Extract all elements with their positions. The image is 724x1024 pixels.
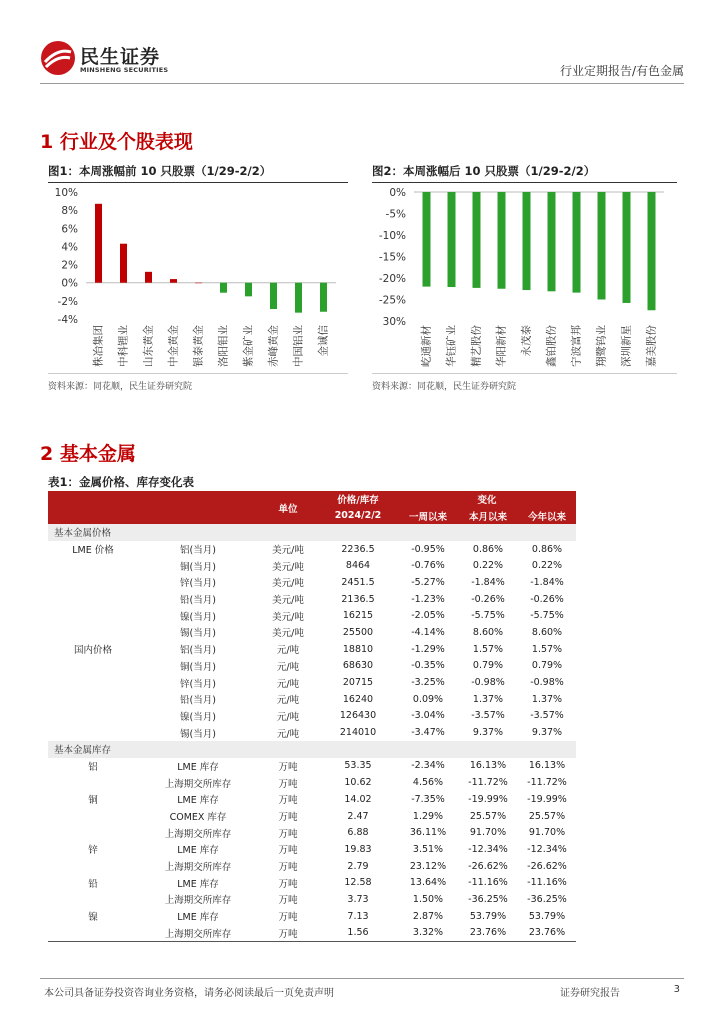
cell-year-change: 1.57%: [531, 643, 563, 655]
cell-week-change: 2.87%: [412, 910, 444, 922]
cell-year-change: -11.72%: [527, 777, 567, 789]
y-tick-label: -10%: [378, 230, 406, 242]
cell-week-change: -2.34%: [411, 760, 445, 772]
cell-unit: 万吨: [278, 912, 298, 924]
category-label: 嘉美股份: [645, 325, 658, 367]
category-label: 翔鹭钨业: [595, 325, 608, 367]
header-divider: [40, 83, 684, 84]
bar: [320, 283, 327, 312]
cell-month-change: 8.60%: [472, 626, 504, 638]
cell-unit: 元/吨: [276, 645, 300, 657]
cell-year-change: 0.22%: [531, 560, 563, 572]
cell-month-change: 0.86%: [472, 543, 504, 555]
cell-value: 7.13: [347, 910, 369, 922]
table-row: [48, 791, 576, 808]
cell-item: 上海期交所库存: [164, 828, 232, 840]
cell-item: LME 库存: [177, 795, 219, 807]
cell-group: 铅: [88, 878, 98, 890]
cell-month-change: 1.37%: [472, 693, 504, 705]
cell-year-change: 25.57%: [528, 810, 566, 822]
top10-losers-chart: [372, 184, 677, 374]
bar: [623, 192, 631, 303]
category-label: 金诚信: [317, 325, 330, 357]
cell-unit: 万吨: [278, 812, 298, 824]
table-row: [48, 607, 576, 624]
bar: [548, 192, 556, 291]
cell-group: [48, 858, 138, 875]
cell-value: 2136.5: [341, 593, 375, 605]
cell-year-change: 9.37%: [531, 727, 563, 739]
cell-unit: 元/吨: [276, 661, 300, 673]
cell-year-change: 0.86%: [531, 543, 563, 555]
cell-week-change: -0.95%: [411, 543, 445, 555]
footer-divider: [40, 978, 684, 979]
cell-group: [48, 624, 138, 641]
cell-item: LME 库存: [177, 878, 219, 890]
cell-week-change: -0.76%: [411, 560, 445, 572]
figure-2-source: 资料来源：同花顺，民生证券研究院: [372, 382, 517, 392]
figure-1-caption: 图1：本周涨幅前 10 只股票（1/29-2/2）: [48, 163, 348, 183]
category-label: 洛阳钼业: [217, 325, 230, 367]
cell-group: [48, 591, 138, 608]
cell-group: [48, 674, 138, 691]
cell-unit: 万吨: [278, 828, 298, 840]
category-label: 赤峰黄金: [267, 325, 280, 367]
cell-item: COMEX 库存: [169, 812, 227, 824]
table-row: [48, 758, 576, 775]
page-number: 3: [673, 984, 680, 995]
cell-item: 铜(当月): [180, 661, 216, 673]
header-month: 本月以来: [458, 508, 518, 525]
cell-value: 20715: [342, 677, 374, 689]
header-year: 今年以来: [518, 508, 576, 525]
cell-group: 铜: [88, 795, 98, 807]
cell-unit: 美元/吨: [272, 611, 304, 623]
section-title-2: 2 基本金属: [40, 443, 136, 465]
cell-week-change: -1.29%: [411, 643, 445, 655]
bar: [195, 283, 202, 284]
cell-value: 18810: [342, 643, 374, 655]
cell-week-change: -2.05%: [411, 610, 445, 622]
cell-week-change: 23.12%: [409, 860, 447, 872]
cell-unit: 万吨: [278, 845, 298, 857]
cell-year-change: 23.76%: [528, 927, 566, 939]
cell-week-change: -7.35%: [411, 793, 445, 805]
cell-year-change: -1.84%: [530, 576, 564, 588]
cell-month-change: 23.76%: [469, 927, 507, 939]
cell-value: 12.58: [344, 877, 372, 889]
cell-item: 镍(当月): [180, 611, 216, 623]
table-caption: 表1：金属价格、库存变化表: [48, 475, 195, 489]
header-change: 变化: [398, 491, 576, 508]
cell-value: 25500: [342, 626, 374, 638]
cell-group: [48, 774, 138, 791]
category-label: 永茂泰: [520, 325, 533, 357]
bar: [95, 204, 102, 283]
footer-disclaimer: 本公司具备证券投资咨询业务资格，请务必阅读最后一页免责声明: [44, 988, 334, 999]
category-label: 中国铝业: [292, 325, 305, 367]
table-row: [48, 808, 576, 825]
cell-group: 国内价格: [73, 645, 112, 657]
y-tick-label: 30%: [382, 316, 406, 328]
section-row-prices: [48, 524, 576, 541]
section-label: 基本金属价格: [48, 524, 576, 541]
table-row: [48, 691, 576, 708]
table-row: [48, 658, 576, 675]
header-unit: 单位: [258, 491, 318, 524]
cell-year-change: 1.37%: [531, 693, 563, 705]
bar: [473, 192, 481, 288]
cell-week-change: -1.23%: [411, 593, 445, 605]
cell-value: 6.88: [347, 827, 369, 839]
cell-value: 68630: [342, 660, 374, 672]
cell-item: 铝(当月): [180, 545, 216, 557]
bar: [120, 244, 127, 283]
cell-unit: 美元/吨: [272, 578, 304, 590]
bar: [648, 192, 656, 310]
cell-unit: 万吨: [278, 878, 298, 890]
cell-value: 1.56: [347, 927, 369, 939]
cell-item: 锌(当月): [180, 678, 216, 690]
table-row: [48, 925, 576, 942]
cell-year-change: -0.26%: [530, 593, 564, 605]
cell-item: 铅(当月): [180, 695, 216, 707]
cell-week-change: 36.11%: [409, 827, 447, 839]
bar: [498, 192, 506, 289]
cell-group: [48, 891, 138, 908]
table-row: [48, 774, 576, 791]
header-week: 一周以来: [398, 508, 458, 525]
cell-item: LME 库存: [177, 845, 219, 857]
table-row: [48, 557, 576, 574]
y-tick-label: 6%: [61, 223, 78, 236]
cell-month-change: -3.57%: [471, 710, 505, 722]
company-logo: [40, 38, 180, 82]
cell-month-change: -5.75%: [471, 610, 505, 622]
cell-year-change: -5.75%: [530, 610, 564, 622]
table-row: [48, 591, 576, 608]
cell-month-change: -0.26%: [471, 593, 505, 605]
cell-group: 镍: [88, 912, 98, 924]
minsheng-logo-icon: [40, 40, 76, 76]
cell-group: [48, 824, 138, 841]
y-tick-label: -25%: [378, 294, 406, 307]
cell-group: [48, 925, 138, 942]
cell-week-change: 13.64%: [409, 877, 447, 889]
category-label: 华阳新材: [495, 325, 508, 367]
cell-unit: 元/吨: [276, 695, 300, 707]
cell-month-change: -0.98%: [471, 677, 505, 689]
header-blank-2: [48, 508, 258, 525]
cell-week-change: 1.50%: [412, 893, 444, 905]
cell-year-change: -36.25%: [527, 893, 567, 905]
cell-value: 2.79: [347, 860, 369, 872]
cell-unit: 美元/吨: [272, 628, 304, 640]
cell-week-change: 3.51%: [412, 843, 444, 855]
table-row: [48, 858, 576, 875]
cell-month-change: 53.79%: [469, 910, 507, 922]
cell-item: LME 库存: [177, 761, 219, 773]
cell-group: LME 价格: [72, 545, 114, 557]
report-type: 行业定期报告/有色金属: [559, 64, 684, 78]
cell-item: 锡(当月): [180, 628, 216, 640]
category-label: 山东黄金: [142, 325, 155, 367]
cell-value: 16240: [342, 693, 374, 705]
cell-unit: 万吨: [278, 862, 298, 874]
cell-value: 14.02: [344, 793, 372, 805]
cell-year-change: 91.70%: [528, 827, 566, 839]
figure-1-source: 资料来源：同花顺，民生证券研究院: [48, 382, 193, 392]
y-tick-label: 0%: [61, 277, 78, 290]
cell-week-change: -0.35%: [411, 660, 445, 672]
cell-week-change: -3.47%: [411, 727, 445, 739]
category-label: 紫金矿业: [242, 325, 255, 367]
category-label: 宁波富邦: [570, 325, 583, 367]
bar: [170, 279, 177, 283]
cell-group: [48, 808, 138, 825]
cell-month-change: -11.72%: [468, 777, 508, 789]
cell-month-change: 0.22%: [472, 560, 504, 572]
bar: [145, 272, 152, 283]
category-label: 精艺股份: [470, 325, 483, 367]
category-label: 中科锂业: [117, 325, 130, 367]
cell-month-change: 25.57%: [469, 810, 507, 822]
cell-month-change: -12.34%: [468, 843, 508, 855]
cell-group: [48, 574, 138, 591]
cell-unit: 元/吨: [276, 678, 300, 690]
cell-week-change: 3.32%: [412, 927, 444, 939]
cell-value: 2236.5: [341, 543, 375, 555]
cell-month-change: -11.16%: [468, 877, 508, 889]
cell-week-change: -3.25%: [411, 677, 445, 689]
table-row: [48, 874, 576, 891]
table-row: [48, 624, 576, 641]
top10-gainers-chart: [48, 184, 348, 374]
cell-unit: 万吨: [278, 778, 298, 790]
cell-value: 2451.5: [341, 576, 375, 588]
cell-unit: 美元/吨: [272, 561, 304, 573]
cell-item: 上海期交所库存: [164, 778, 232, 790]
figure-2-caption: 图2：本周涨幅后 10 只股票（1/29-2/2）: [372, 163, 677, 183]
cell-item: 锡(当月): [180, 728, 216, 740]
cell-group: [48, 724, 138, 741]
bar: [295, 283, 302, 313]
cell-year-change: 53.79%: [528, 910, 566, 922]
cell-item: 铜(当月): [180, 561, 216, 573]
cell-year-change: -0.98%: [530, 677, 564, 689]
cell-group: [48, 607, 138, 624]
cell-item: 镍(当月): [180, 711, 216, 723]
table-row: [48, 674, 576, 691]
figure-2-chart-area: [372, 184, 677, 374]
cell-unit: 万吨: [278, 895, 298, 907]
table-row: [48, 541, 576, 558]
cell-value: 53.35: [344, 760, 372, 772]
cell-group: 铝: [88, 761, 98, 773]
cell-unit: 美元/吨: [272, 545, 304, 557]
cell-value: 19.83: [344, 843, 372, 855]
footer-doc-type: 证券研究报告: [560, 988, 620, 999]
category-label: 株冶集团: [92, 325, 105, 367]
table-row: [48, 574, 576, 591]
cell-year-change: 16.13%: [528, 760, 566, 772]
bar: [245, 283, 252, 297]
category-label: 深圳新星: [620, 325, 633, 367]
cell-year-change: 8.60%: [531, 626, 563, 638]
cell-value: 126430: [339, 710, 377, 722]
cell-month-change: 1.57%: [472, 643, 504, 655]
cell-week-change: 0.09%: [412, 693, 444, 705]
logo-english-name: MINSHENG SECURITIES: [80, 66, 169, 74]
cell-value: 8464: [345, 560, 371, 572]
cell-month-change: 16.13%: [469, 760, 507, 772]
cell-year-change: -26.62%: [527, 860, 567, 872]
cell-unit: 美元/吨: [272, 595, 304, 607]
cell-year-change: -12.34%: [527, 843, 567, 855]
table-row: [48, 724, 576, 741]
bar: [598, 192, 606, 300]
y-tick-label: -2%: [57, 295, 78, 308]
y-tick-label: 10%: [54, 187, 78, 199]
cell-group: 锌: [88, 845, 98, 857]
table-row: [48, 824, 576, 841]
bar: [523, 192, 531, 290]
cell-week-change: -4.14%: [411, 626, 445, 638]
cell-item: LME 库存: [177, 912, 219, 924]
section-title-1: 1 行业及个股表现: [40, 131, 193, 153]
cell-year-change: -19.99%: [527, 793, 567, 805]
cell-week-change: -3.04%: [411, 710, 445, 722]
figure-1-chart-area: [48, 184, 348, 374]
section-label: 基本金属库存: [48, 741, 576, 758]
bar: [220, 283, 227, 293]
bar: [573, 192, 581, 293]
cell-item: 锌(当月): [180, 578, 216, 590]
cell-item: 铝(当月): [180, 645, 216, 657]
cell-week-change: 1.29%: [412, 810, 444, 822]
header-price-date: 2024/2/2: [318, 508, 398, 525]
y-tick-label: 4%: [61, 241, 78, 254]
cell-month-change: 91.70%: [469, 827, 507, 839]
cell-item: 上海期交所库存: [164, 862, 232, 874]
cell-unit: 元/吨: [276, 728, 300, 740]
logo-chinese-name: 民生证券: [80, 46, 161, 68]
cell-year-change: -3.57%: [530, 710, 564, 722]
cell-group: [48, 691, 138, 708]
cell-month-change: -19.99%: [468, 793, 508, 805]
cell-week-change: 4.56%: [412, 777, 444, 789]
cell-group: [48, 557, 138, 574]
bar: [423, 192, 431, 287]
cell-unit: 万吨: [278, 795, 298, 807]
table-row: [48, 908, 576, 925]
category-label: 华钰矿业: [445, 325, 458, 367]
table-row: [48, 708, 576, 725]
category-label: 屹通新材: [420, 325, 433, 367]
y-tick-label: -20%: [378, 273, 406, 285]
category-label: 银泰黄金: [192, 325, 205, 367]
cell-unit: 万吨: [278, 928, 298, 940]
section-row-stock: [48, 741, 576, 758]
cell-month-change: 0.79%: [472, 660, 504, 672]
cell-unit: 元/吨: [276, 711, 300, 723]
y-tick-label: -5%: [385, 208, 406, 221]
header-price-stock: 价格/库存: [318, 491, 398, 508]
cell-month-change: -26.62%: [468, 860, 508, 872]
y-tick-label: -4%: [57, 314, 78, 326]
y-tick-label: 0%: [389, 187, 406, 199]
table-row: [48, 841, 576, 858]
y-tick-label: 8%: [61, 205, 78, 218]
cell-value: 10.62: [344, 777, 372, 789]
category-label: 中金黄金: [167, 325, 180, 367]
category-label: 鑫铂股份: [545, 325, 558, 367]
table-row: [48, 891, 576, 908]
cell-month-change: 9.37%: [472, 727, 504, 739]
cell-year-change: 0.79%: [531, 660, 563, 672]
y-tick-label: 2%: [61, 259, 78, 272]
bar: [448, 192, 456, 287]
header-blank: [48, 491, 258, 508]
cell-week-change: -5.27%: [411, 576, 445, 588]
cell-value: 2.47: [347, 810, 369, 822]
cell-item: 上海期交所库存: [164, 928, 232, 940]
cell-value: 16215: [342, 610, 374, 622]
cell-value: 3.73: [347, 893, 369, 905]
table-row: [48, 641, 576, 658]
cell-month-change: -36.25%: [468, 893, 508, 905]
cell-year-change: -11.16%: [527, 877, 567, 889]
cell-item: 上海期交所库存: [164, 895, 232, 907]
bar: [270, 283, 277, 309]
cell-value: 214010: [339, 727, 377, 739]
metal-price-table: [48, 491, 576, 942]
cell-group: [48, 708, 138, 725]
cell-month-change: -1.84%: [471, 576, 505, 588]
y-tick-label: -15%: [378, 251, 406, 264]
cell-unit: 万吨: [278, 761, 298, 773]
cell-item: 铅(当月): [180, 595, 216, 607]
cell-group: [48, 658, 138, 675]
